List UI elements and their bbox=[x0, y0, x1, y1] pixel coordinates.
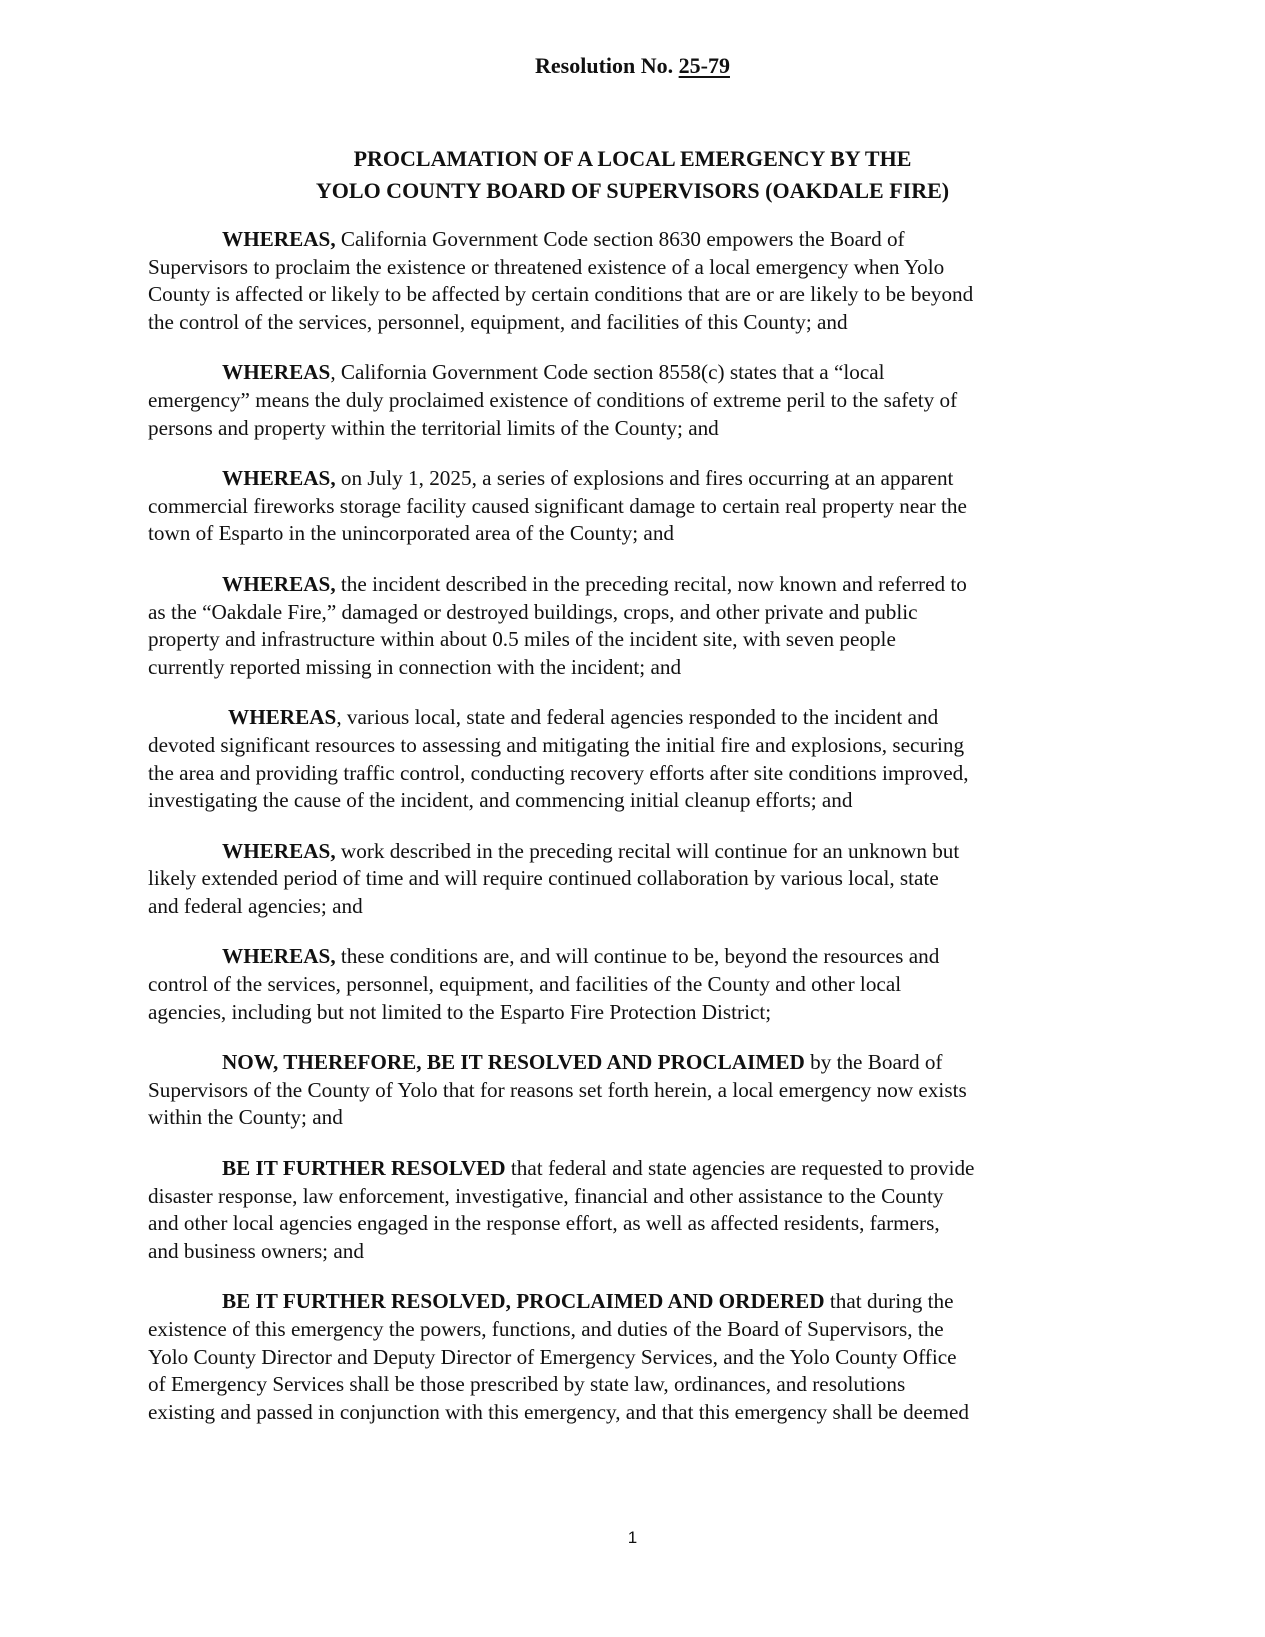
text-line: disaster response, law enforcement, investigative, financial and other assistance to the County bbox=[148, 1183, 944, 1208]
recital-lead: WHEREAS, bbox=[222, 571, 336, 596]
recital-lead: WHEREAS, bbox=[222, 227, 336, 251]
resolved-paragraph bbox=[148, 1049, 1138, 1132]
text-line: work described in the preceding recital will continue for an unknown but bbox=[335, 838, 960, 863]
recital-paragraph bbox=[148, 571, 1138, 681]
recital-lead: WHEREAS bbox=[228, 705, 337, 730]
title-line-2: YOLO COUNTY BOARD OF SUPERVISORS (OAKDALE FIRE) bbox=[315, 178, 950, 203]
text-line: emergency” means the duly proclaimed existence of conditions of extreme peril to the safety of bbox=[148, 387, 958, 412]
text-line: control of the services, personnel, equipment, and facilities of the County and other local bbox=[148, 972, 902, 997]
text-line: , various local, state and federal agencies responded to the incident and bbox=[336, 705, 939, 730]
resolution-number: 25-79 bbox=[678, 53, 730, 78]
recital-paragraph bbox=[148, 226, 1138, 336]
text-line: likely extended period of time and will require continued collaboration by various local, state bbox=[148, 866, 939, 891]
text-line: these conditions are, and will continue to be, beyond the resources and bbox=[335, 944, 940, 969]
text-line: and federal agencies; and bbox=[148, 893, 363, 918]
text-line: agencies, including but not limited to the Esparto Fire Protection District; bbox=[148, 999, 772, 1024]
document-body bbox=[148, 226, 1138, 1449]
text-line: Yolo County Director and Deputy Director of Emergency Services, and the Yolo County Office bbox=[148, 1344, 957, 1369]
text-line: investigating the cause of the incident, and commencing initial cleanup efforts; and bbox=[148, 788, 853, 813]
text-line: that during the bbox=[824, 1289, 954, 1314]
recital-lead: WHEREAS, bbox=[222, 838, 336, 863]
resolved-lead: BE IT FURTHER RESOLVED, PROCLAIMED AND ORDERED bbox=[222, 1289, 825, 1314]
recital-paragraph bbox=[148, 359, 1138, 442]
text-line: Supervisors to proclaim the existence or threatened existence of a local emergency when Yolo bbox=[148, 254, 945, 279]
text-line: the area and providing traffic control, conducting recovery efforts after site conditions improved, bbox=[148, 760, 969, 785]
resolved-paragraph bbox=[148, 1288, 1138, 1426]
recital-paragraph bbox=[148, 838, 1138, 921]
resolved-paragraph bbox=[148, 1155, 1138, 1265]
text-line: persons and property within the territorial limits of the County; and bbox=[148, 415, 719, 440]
resolved-lead: NOW, THEREFORE, BE IT RESOLVED AND PROCLAIMED bbox=[222, 1050, 805, 1075]
text-line: and other local agencies engaged in the response effort, as well as affected residents, farmers, bbox=[148, 1211, 940, 1236]
text-line: existing and passed in conjunction with this emergency, and that this emergency shall be deemed bbox=[148, 1399, 970, 1424]
text-line: town of Esparto in the unincorporated area of the County; and bbox=[148, 521, 675, 546]
text-line: that federal and state agencies are requested to provide bbox=[505, 1156, 975, 1181]
text-line: on July 1, 2025, a series of explosions and fires occurring at an apparent bbox=[335, 466, 954, 491]
recital-lead: WHEREAS, bbox=[222, 944, 336, 969]
text-line: currently reported missing in connection with the incident; and bbox=[148, 654, 682, 679]
text-line: of Emergency Services shall be those prescribed by state law, ordinances, and resolutions bbox=[148, 1372, 906, 1397]
recital-lead: WHEREAS bbox=[222, 360, 331, 385]
text-line: property and infrastructure within about 0.5 miles of the incident site, with seven people bbox=[148, 627, 896, 652]
text-line: and business owners; and bbox=[148, 1238, 364, 1263]
proclamation-title bbox=[0, 143, 1265, 207]
text-line: as the “Oakdale Fire,” damaged or destroyed buildings, crops, and other private and public bbox=[148, 599, 918, 624]
text-line: commercial fireworks storage facility caused significant damage to certain real property near the bbox=[148, 493, 967, 518]
text-line: County is affected or likely to be affected by certain conditions that are or are likely to be beyond bbox=[148, 282, 974, 307]
resolution-label: Resolution No. bbox=[535, 53, 674, 78]
text-line: , California Government Code section 8558(c) states that a “local bbox=[330, 360, 885, 385]
recital-lead: WHEREAS, bbox=[222, 466, 336, 491]
page-number: 1 bbox=[627, 1528, 638, 1547]
recital-paragraph bbox=[148, 465, 1138, 548]
text-line: the control of the services, personnel, equipment, and facilities of this County; and bbox=[148, 309, 848, 334]
resolution-heading bbox=[0, 52, 1265, 80]
title-line-1: PROCLAMATION OF A LOCAL EMERGENCY BY THE bbox=[353, 146, 912, 171]
text-line: existence of this emergency the powers, functions, and duties of the Board of Supervisors, the bbox=[148, 1317, 944, 1341]
text-line: California Government Code section 8630 empowers the Board of bbox=[335, 227, 905, 251]
text-line: devoted significant resources to assessing and mitigating the initial fire and explosions, securing bbox=[148, 732, 965, 757]
resolved-lead: BE IT FURTHER RESOLVED bbox=[222, 1156, 506, 1181]
recital-paragraph bbox=[148, 704, 1138, 814]
recital-paragraph bbox=[148, 943, 1138, 1026]
text-line: by the Board of bbox=[804, 1050, 943, 1075]
text-line: within the County; and bbox=[148, 1105, 343, 1130]
text-line: Supervisors of the County of Yolo that for reasons set forth herein, a local emergency now exists bbox=[148, 1077, 967, 1102]
text-line: the incident described in the preceding recital, now known and referred to bbox=[335, 571, 967, 596]
